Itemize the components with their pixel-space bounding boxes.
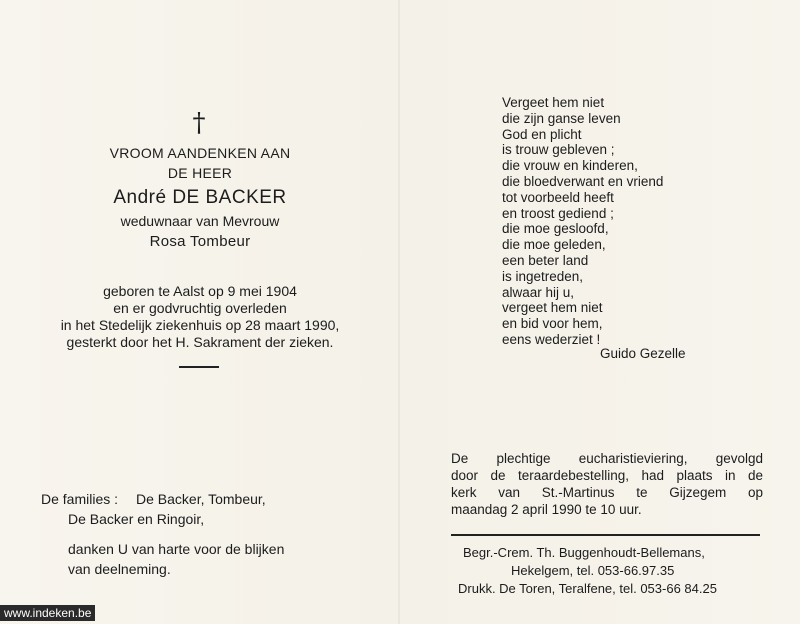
families-line-1: De Backer, Tombeur, (136, 491, 266, 507)
poem-line: die bloedverwant en vriend (502, 173, 664, 189)
poem-line: Vergeet hem niet (502, 95, 605, 110)
service-line: door de teraardebestelling, had plaats in de (451, 468, 763, 483)
service-text (451, 450, 763, 518)
families-line-2: De Backer en Ringoir, (68, 511, 205, 527)
poem-line: en troost gediend ; (502, 205, 614, 221)
poem-line: is trouw gebleven ; (502, 142, 615, 158)
poem-line: God en plicht (502, 126, 582, 142)
poem-line: een beter land (502, 252, 589, 268)
poem (502, 95, 663, 348)
heading-line-2: DE HEER (167, 165, 233, 181)
poem-author: Guido Gezelle (600, 346, 686, 361)
poem-line: en bid voor hem, (502, 316, 603, 332)
bio-text (30, 283, 370, 351)
bio-line: en er godvruchtig overleden (113, 300, 287, 316)
deceased-name: André DE BACKER (113, 187, 287, 208)
divider-rule (179, 366, 219, 368)
thanks-line-2: van deelneming. (68, 561, 171, 577)
poem-line: is ingetreden, (502, 268, 584, 284)
printer-line-3: Drukk. De Toren, Teralfene, tel. 053-66 84.25 (458, 581, 717, 596)
watermark: www.indeken.be (0, 605, 95, 621)
poem-line: eens wederziet ! (502, 331, 601, 347)
service-line: De plechtige eucharistieviering, gevolgd (451, 451, 763, 466)
bio-line: geboren te Aalst op 9 mei 1904 (103, 283, 297, 299)
poem-line: die moe geleden, (502, 237, 606, 253)
card-fold (398, 0, 400, 624)
poem-line: die moe gesloofd, (502, 221, 609, 237)
poem-line: die zijn ganse leven (502, 110, 621, 126)
service-line: maandag 2 april 1990 te 10 uur. (451, 502, 642, 517)
bio-line: in het Stedelijk ziekenhuis op 28 maart 1990, (60, 317, 340, 333)
cross-icon: † (192, 108, 206, 138)
printer-rule (451, 534, 760, 536)
families-label: De families : (41, 491, 119, 507)
service-line: kerk van St.-Martinus te Gijzegem op (451, 485, 763, 500)
printer-line-1: Begr.-Crem. Th. Buggenhoudt-Bellemans, (463, 545, 705, 560)
heading-line-1: VROOM AANDENKEN AAN (109, 145, 291, 161)
poem-line: tot voorbeeld heeft (502, 189, 614, 205)
widower-line: weduwnaar van Mevrouw (120, 213, 280, 229)
thanks-line-1: danken U van harte voor de blijken (68, 541, 285, 557)
spouse-name: Rosa Tombeur (149, 233, 251, 250)
poem-line: alwaar hij u, (502, 284, 575, 300)
printer-line-2: Hekelgem, tel. 053-66.97.35 (511, 563, 675, 578)
poem-line: vergeet hem niet (502, 300, 603, 316)
poem-line: die vrouw en kinderen, (502, 158, 638, 174)
bio-line: gesterkt door het H. Sakrament der zieken. (66, 334, 334, 350)
